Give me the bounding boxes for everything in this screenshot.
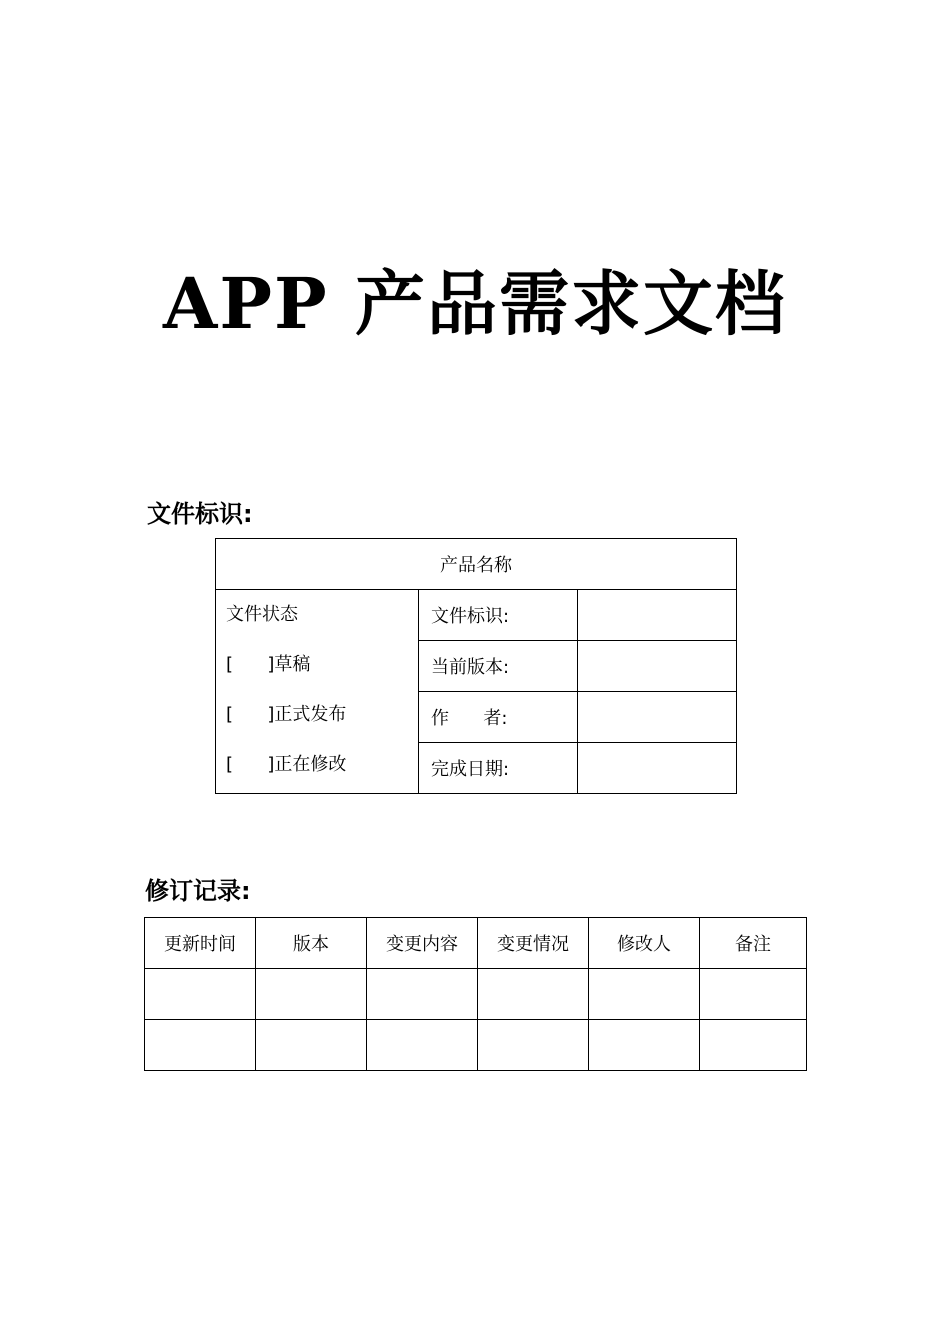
column-header-update-time: 更新时间: [145, 918, 256, 969]
table-cell[interactable]: [367, 1020, 478, 1071]
author-label: 作 者:: [419, 692, 578, 743]
table-cell[interactable]: [367, 969, 478, 1020]
revision-header-row: [145, 918, 807, 969]
column-header-remarks: 备注: [700, 918, 807, 969]
table-cell[interactable]: [478, 1020, 589, 1071]
file-id-label: 文件标识:: [419, 590, 578, 641]
table-cell[interactable]: [478, 969, 589, 1020]
file-status-cell: [216, 590, 419, 794]
revision-record-table: [144, 917, 807, 1071]
table-cell[interactable]: [700, 1020, 807, 1071]
status-option-modifying[interactable]: [ ]正在修改: [226, 754, 347, 775]
completion-date-value[interactable]: [578, 743, 737, 794]
table-cell[interactable]: [145, 969, 256, 1020]
table-cell[interactable]: [700, 969, 807, 1020]
table-cell[interactable]: [589, 1020, 700, 1071]
status-option-published[interactable]: [ ]正式发布: [226, 704, 347, 725]
table-cell[interactable]: [589, 969, 700, 1020]
file-id-value[interactable]: [578, 590, 737, 641]
column-header-version: 版本: [256, 918, 367, 969]
table-cell[interactable]: [256, 969, 367, 1020]
column-header-change-status: 变更情况: [478, 918, 589, 969]
file-identification-table: [215, 538, 737, 794]
table-cell[interactable]: [145, 1020, 256, 1071]
revision-record-heading: 修订记录:: [145, 877, 251, 905]
document-title: APP 产品需求文档: [163, 262, 787, 345]
table-row: [145, 969, 807, 1020]
completion-date-label: 完成日期:: [419, 743, 578, 794]
status-option-draft[interactable]: [ ]草稿: [226, 654, 311, 675]
file-status-label: 文件状态: [226, 604, 298, 625]
current-version-label: 当前版本:: [419, 641, 578, 692]
column-header-change-content: 变更内容: [367, 918, 478, 969]
table-cell[interactable]: [256, 1020, 367, 1071]
column-header-modifier: 修改人: [589, 918, 700, 969]
product-name-header: 产品名称: [216, 539, 737, 590]
file-identification-heading: 文件标识:: [147, 500, 253, 528]
author-value[interactable]: [578, 692, 737, 743]
current-version-value[interactable]: [578, 641, 737, 692]
table-row: [145, 1020, 807, 1071]
